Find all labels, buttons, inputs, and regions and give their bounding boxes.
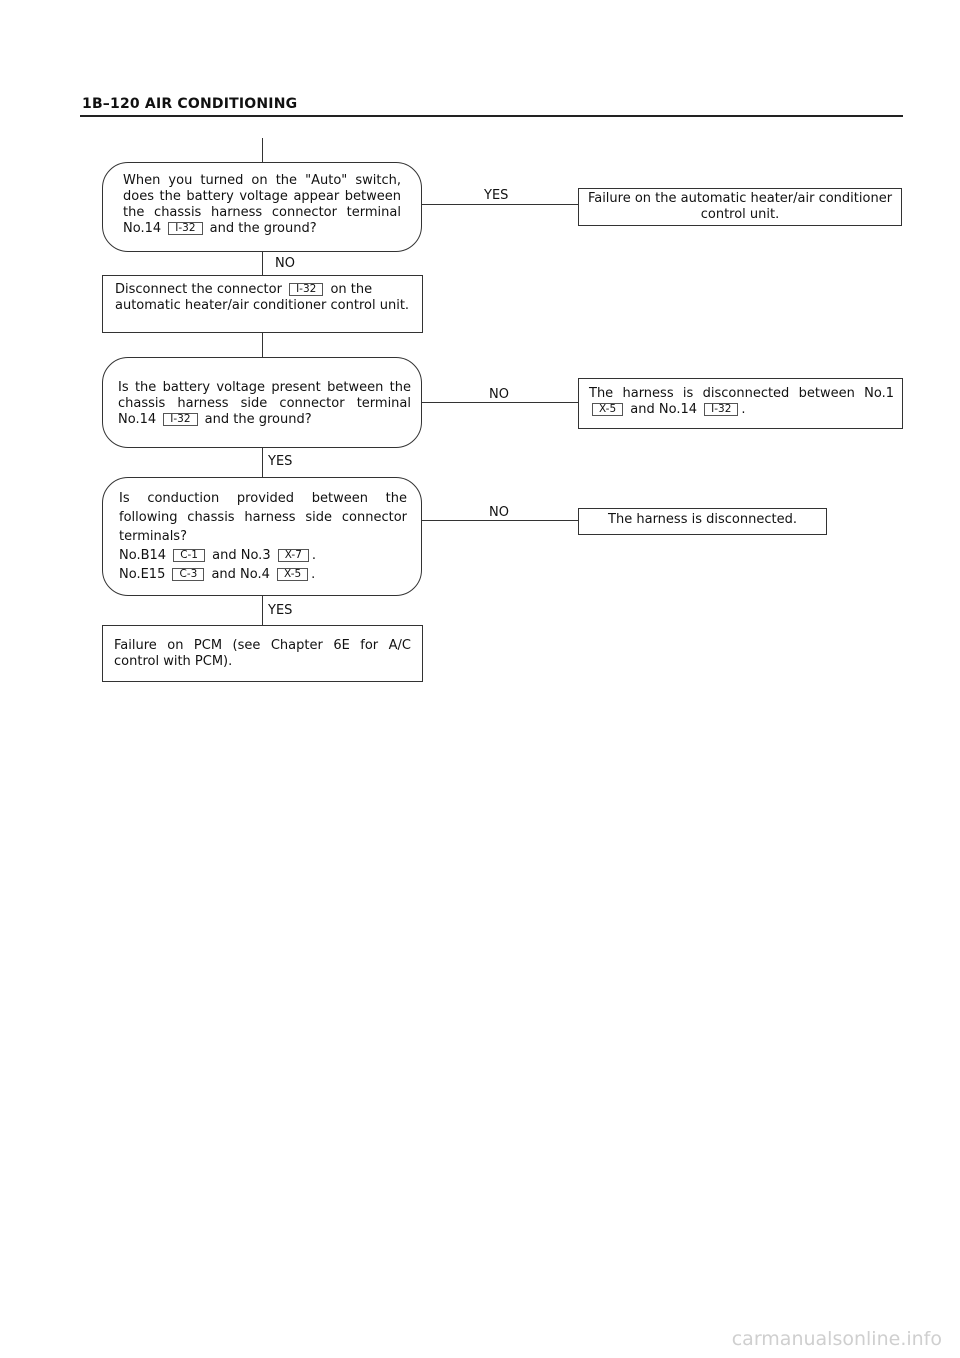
decision-battery-voltage-present bbox=[102, 357, 422, 448]
page-header: 1B–120 AIR CONDITIONING bbox=[82, 96, 298, 112]
connector-tag-i32: I-32 bbox=[163, 413, 197, 426]
connector-tag-c3: C-3 bbox=[172, 568, 204, 581]
connector-q1-r1 bbox=[422, 204, 578, 205]
terminal-no4: and No.4 bbox=[211, 567, 270, 582]
terminal-b14: No.B14 bbox=[119, 548, 167, 563]
decision-auto-switch-after: and the ground? bbox=[209, 221, 317, 236]
result-pcm-failure-text: Failure on PCM (see Chapter 6E for A/C control with PCM). bbox=[114, 638, 411, 669]
connector-tag-i32: I-32 bbox=[704, 403, 738, 416]
connector-s1-q2 bbox=[262, 333, 263, 357]
connector-q3-r3 bbox=[422, 520, 578, 521]
result-control-unit-failure bbox=[578, 188, 902, 226]
edge-label-q1-yes: YES bbox=[484, 188, 509, 203]
connector-tag-i32: I-32 bbox=[289, 283, 323, 296]
connector-tag-x5: X-5 bbox=[592, 403, 623, 416]
decision-auto-switch-voltage bbox=[102, 162, 422, 252]
terminal-no3: and No.3 bbox=[212, 548, 271, 563]
decision-conduction-text: Is conduction provided between the following chassis harness side connector terminals? bbox=[119, 491, 407, 544]
result-harness-disconnected bbox=[578, 508, 827, 535]
connector-top bbox=[262, 138, 263, 162]
edge-label-q2-no: NO bbox=[489, 387, 509, 402]
step-disconnect-before: Disconnect the connector bbox=[115, 282, 282, 297]
connector-q2-q3 bbox=[262, 448, 263, 477]
connector-q2-r2 bbox=[422, 402, 578, 403]
connector-tag-i32: I-32 bbox=[168, 222, 202, 235]
result-pcm-failure bbox=[102, 625, 423, 682]
result-harness-disconnected-text: The harness is disconnected. bbox=[608, 512, 797, 527]
connector-q1-s1 bbox=[262, 252, 263, 275]
edge-label-q3-yes: YES bbox=[268, 603, 293, 618]
decision-conduction-line2 bbox=[119, 565, 407, 584]
decision-auto-switch-text: When you turned on the "Auto" switch, does the battery voltage appear between the chassis harness connector terminal No.14 bbox=[123, 173, 401, 236]
line-end: . bbox=[311, 548, 317, 563]
connector-tag-c1: C-1 bbox=[173, 549, 205, 562]
edge-label-q2-yes: YES bbox=[268, 454, 293, 469]
result-harness-end: . bbox=[741, 402, 746, 417]
edge-label-q1-no: NO bbox=[275, 256, 295, 271]
watermark: carmanualsonline.info bbox=[731, 1328, 942, 1350]
decision-conduction-provided bbox=[102, 477, 422, 596]
header-rule bbox=[80, 115, 903, 117]
edge-label-q3-no: NO bbox=[489, 505, 509, 520]
connector-tag-x5: X-5 bbox=[277, 568, 308, 581]
step-disconnect-after: on the automatic heater/air conditioner control unit. bbox=[115, 282, 410, 313]
decision-conduction-line1 bbox=[119, 546, 407, 565]
result-harness-disconnected-no1-no14 bbox=[578, 378, 903, 429]
decision-battery-voltage-after: and the ground? bbox=[204, 412, 312, 427]
decision-battery-voltage-text: Is the battery voltage present between the chassis harness side connector terminal No.14 bbox=[118, 380, 411, 427]
connector-q3-r4 bbox=[262, 596, 263, 625]
connector-tag-x7: X-7 bbox=[278, 549, 309, 562]
step-disconnect-connector bbox=[102, 275, 423, 333]
result-control-unit-failure-text: Failure on the automatic heater/air conditioner control unit. bbox=[587, 191, 893, 222]
result-harness-mid: and No.14 bbox=[630, 402, 697, 417]
terminal-e15: No.E15 bbox=[119, 567, 166, 582]
result-harness-before: The harness is disconnected between No.1 bbox=[589, 386, 894, 401]
line-end: . bbox=[311, 567, 316, 582]
